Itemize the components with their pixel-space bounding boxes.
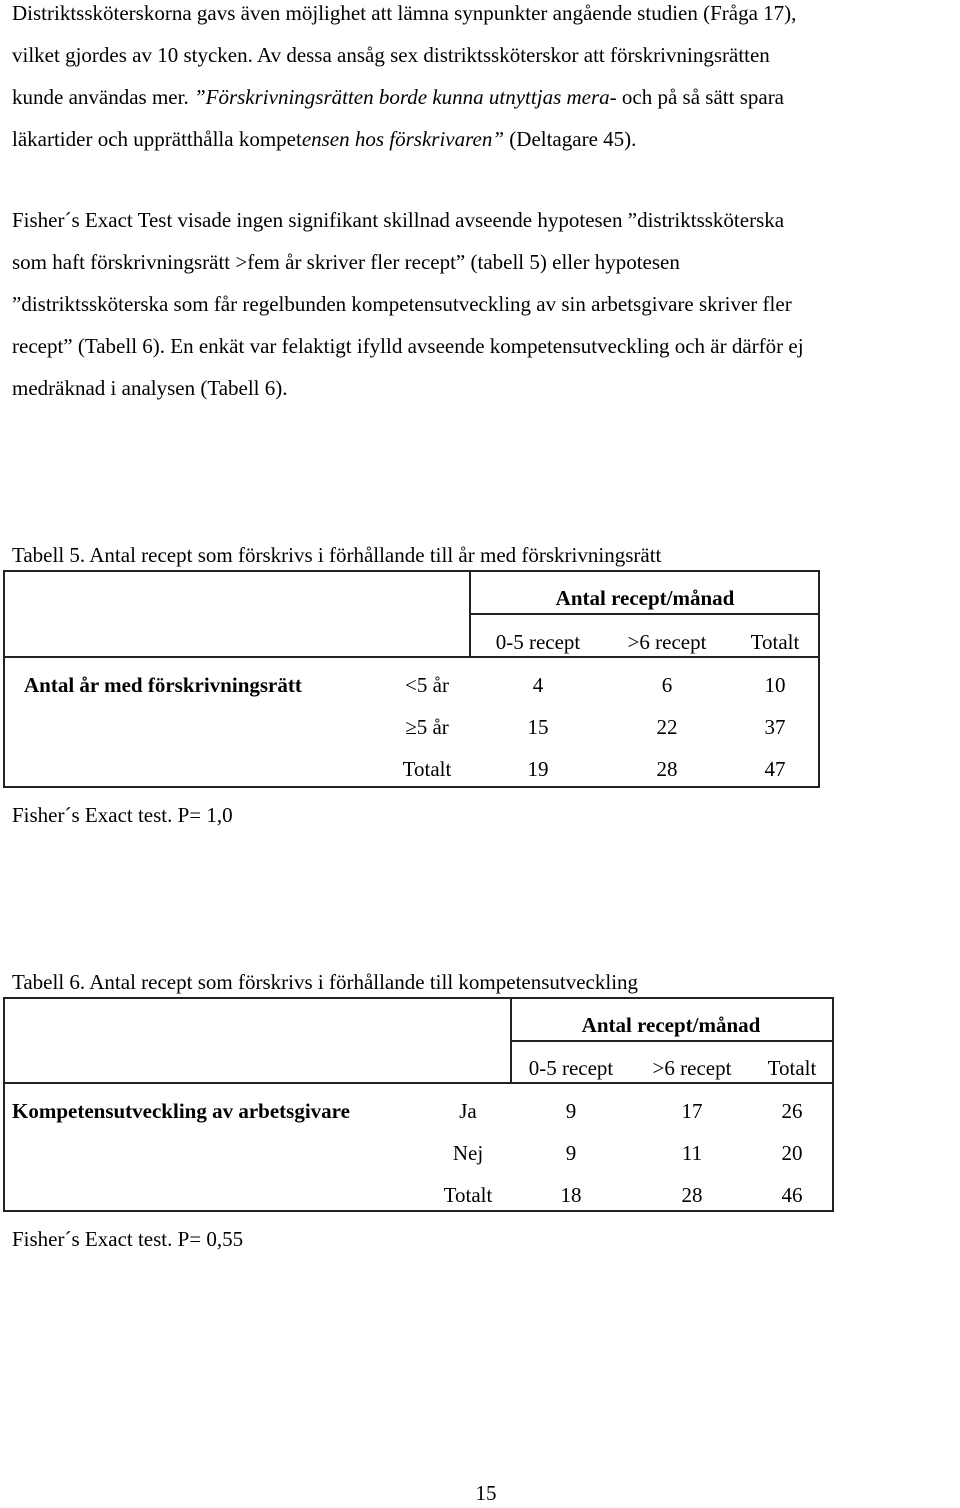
- table5-row-label: ≥5 år: [405, 715, 449, 739]
- table5-row-group: Antal år med förskrivningsrätt: [24, 673, 302, 697]
- table5-cell: 28: [656, 757, 678, 781]
- text-run: läkartider och upprätthålla kompet: [12, 127, 302, 151]
- paragraph-fisher-test: [12, 199, 957, 409]
- paragraph-line: medräknad i analysen (Tabell 6).: [12, 376, 288, 400]
- table6-row-group: Kompetensutveckling av arbetsgivare: [12, 1099, 350, 1123]
- paragraph-line: [12, 118, 957, 160]
- quote-text: ”Förskrivningsrätten borde kunna utnyttjas mera: [193, 85, 610, 109]
- quote-text: ensen hos förskrivaren”: [301, 127, 505, 151]
- table6-cell: 9: [565, 1099, 577, 1123]
- table5-row-label: Totalt: [402, 757, 452, 781]
- table6-fisher-result: Fisher´s Exact test. P= 0,55: [12, 1227, 244, 1251]
- paragraph-comments: [12, 0, 957, 160]
- table6-row-label: Ja: [459, 1099, 477, 1123]
- paragraph-line: Fisher´s Exact Test visade ingen signifikant skillnad avseende hypotesen ”distriktssköterska: [12, 208, 785, 232]
- table6-cell: 18: [560, 1183, 582, 1207]
- table6-cell: 26: [781, 1099, 803, 1123]
- paragraph-line: som haft förskrivningsrätt >fem år skriver fler recept” (tabell 5) eller hypotesen: [12, 250, 680, 274]
- table5-divider: [469, 570, 471, 658]
- table5-col-header: Totalt: [750, 630, 800, 654]
- text-run: - och på så sätt spara: [609, 85, 785, 109]
- paragraph-line: ”distriktssköterska som får regelbunden kompetensutveckling av sin arbetsgivare skriver fler: [12, 292, 792, 316]
- paragraph-line: Distriktssköterskorna gavs även möjlighet att lämna synpunkter angående studien (Fråga 17),: [12, 1, 797, 25]
- table6-col-header: 0-5 recept: [528, 1056, 614, 1080]
- paragraph-line: vilket gjordes av 10 stycken. Av dessa ansåg sex distriktssköterskor att förskrivningsrätten: [12, 43, 770, 67]
- table6-divider: [510, 997, 512, 1084]
- table5-caption: Tabell 5. Antal recept som förskrivs i förhållande till år med förskrivningsrätt: [12, 543, 662, 567]
- table6-cell: 17: [681, 1099, 703, 1123]
- table6-row-label: Nej: [452, 1141, 484, 1165]
- paragraph-line: [12, 76, 957, 118]
- table6-caption: Tabell 6. Antal recept som förskrivs i förhållande till kompetensutveckling: [12, 970, 639, 994]
- table5-cell: 15: [527, 715, 549, 739]
- table5-cell: 37: [764, 715, 786, 739]
- table6-header-group: Antal recept/månad: [581, 1013, 761, 1037]
- table6-cell: 28: [681, 1183, 703, 1207]
- table6-cell: 46: [781, 1183, 803, 1207]
- table5-cell: 4: [532, 673, 544, 697]
- table6-row-label: Totalt: [443, 1183, 493, 1207]
- table5-fisher-result: Fisher´s Exact test. P= 1,0: [12, 803, 233, 827]
- table5-col-header: 0-5 recept: [495, 630, 581, 654]
- page-number: 15: [475, 1481, 497, 1505]
- table5-cell: 6: [661, 673, 673, 697]
- table5-cell: 47: [764, 757, 786, 781]
- text-run: (Deltagare 45).: [504, 127, 637, 151]
- table5-cell: 19: [527, 757, 549, 781]
- table5-divider: [469, 613, 820, 615]
- table5-row-label: <5 år: [405, 673, 449, 697]
- table5-header-group: Antal recept/månad: [555, 586, 735, 610]
- table6-cell: 11: [681, 1141, 703, 1165]
- table5-cell: 22: [656, 715, 678, 739]
- table6-cell: 20: [781, 1141, 803, 1165]
- table6-cell: 9: [565, 1141, 577, 1165]
- table5-col-header: >6 recept: [627, 630, 707, 654]
- table5-cell: 10: [764, 673, 786, 697]
- table6-col-header: Totalt: [767, 1056, 817, 1080]
- paragraph-line: recept” (Tabell 6). En enkät var felaktigt ifylld avseende kompetensutveckling och är därför ej: [12, 334, 804, 358]
- table6-divider: [510, 1040, 834, 1042]
- table6-col-header: >6 recept: [652, 1056, 732, 1080]
- text-run: kunde användas mer.: [12, 85, 194, 109]
